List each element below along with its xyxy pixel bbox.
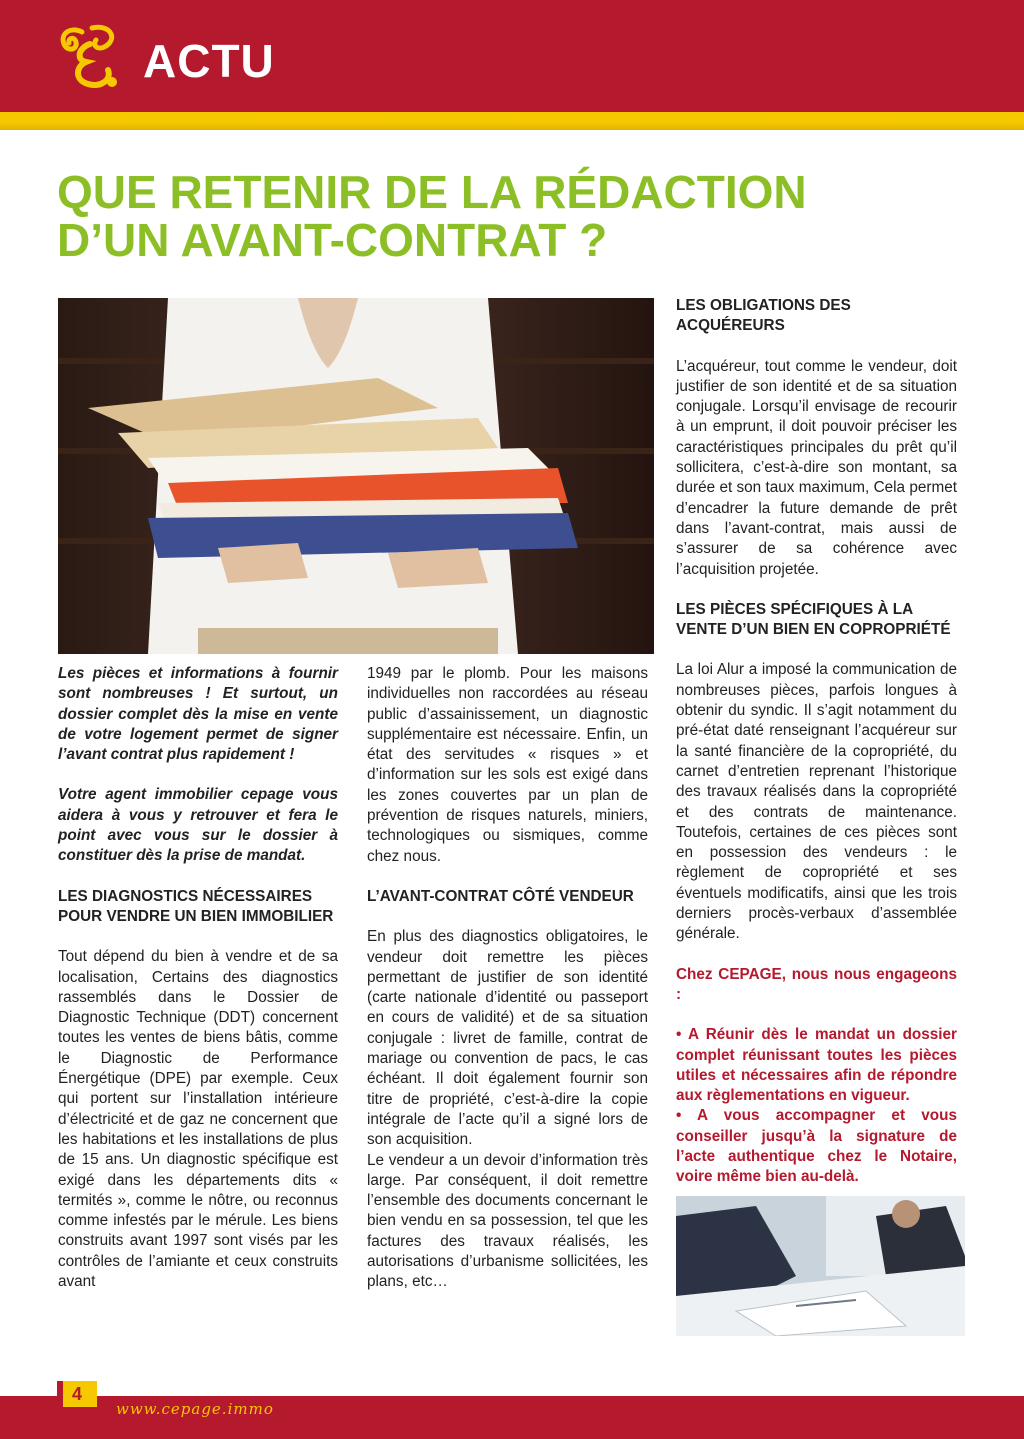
column-3	[676, 296, 957, 1188]
paragraph-diagnostics-continued: 1949 par le plomb. Pour les maisons individuelles non raccordées au réseau public d’assainissement, un diagnostic supplémentaire est nécessaire. Enfin, un état des servitudes « risques » et d’information sur les sols est exigé dans les zones couvertes par un plan de prévention de risques naturels, miniers, technologiques ou sismiques, comme chez nous.	[367, 665, 648, 865]
intro-paragraph-2: Votre agent immobilier cepage vous aidera à vous y retrouver et fera le point avec vous sur le dossier à constituer dès la prise de mandat.	[58, 786, 338, 865]
header-stripe	[0, 112, 1024, 130]
cepage-logo-icon	[52, 22, 126, 94]
business-meeting-photo	[676, 1196, 965, 1336]
column-1	[58, 664, 338, 1312]
paragraph-seller-1: En plus des diagnostics obligatoires, le vendeur doit remettre les pièces permettant de justifier de son identité (carte nationale d’identité ou passeport en cours de validité) et de sa situation conjugale : livret de famille, contrat de mariage ou convention de pacs, le cas échéant. Il doit également fournir son titre de propriété, c’est-à-dire la copie intégrale de l’acte qu’il a signé lors de son acquisition.	[367, 928, 648, 1149]
title-line-2: D’UN AVANT-CONTRAT ?	[57, 214, 608, 266]
paragraph-seller-2: Le vendeur a un devoir d’information très large. Par conséquent, il doit remettre l’ensemble des documents concernant le bien vendu en sa possession, tel que les factures des travaux réalisés, les autorisations d’urbanisme sollicitées, les plans, etc…	[367, 1151, 648, 1291]
title-line-1: QUE RETENIR DE LA RÉDACTION	[57, 166, 807, 218]
heading-diagnostics: LES DIAGNOSTICS NÉCESSAIRES POUR VENDRE UN BIEN IMMOBILIER	[58, 887, 334, 925]
commitment-item-1: • A Réunir dès le mandat un dossier complet réunissant toutes les pièces utiles et nécessaires afin de répondre aux règlementations en vigueur.	[676, 1026, 957, 1105]
heading-seller: L’AVANT-CONTRAT CÔTÉ VENDEUR	[367, 887, 634, 905]
heading-buyers: LES OBLIGATIONS DES ACQUÉREURS	[676, 297, 851, 335]
section-label: ACTU	[143, 35, 275, 87]
website-link[interactable]: www.cepage.immo	[116, 1400, 274, 1418]
stack-of-documents-photo	[58, 298, 654, 654]
page-number-accent	[57, 1381, 63, 1407]
article-title	[57, 168, 957, 264]
column-2	[367, 664, 648, 1313]
intro-paragraph-1: Les pièces et informations à fournir sont nombreuses ! Et surtout, un dossier complet dès la mise en vente de votre logement permet de signer l’avant contrat plus rapidement !	[58, 665, 338, 764]
page-number: 4	[57, 1381, 97, 1407]
commitment-list	[676, 1025, 957, 1187]
paragraph-coownership: La loi Alur a imposé la communication de nombreuses pièces, parfois longues à obtenir du syndic. Il s’agit notamment du pré-état daté renseignant l’acquéreur sur la santé financière de la copropriété, du carnet d’entretien reprenant l’historique des travaux réalisés dans la copropriété et des contrats de maintenance. Toutefois, certaines de ces pièces sont en possession des vendeurs : le règlement de copropriété et ses éventuels modificatifs, ainsi que les trois derniers procès-verbaux d’assemblée générale.	[676, 661, 957, 943]
commitment-item-2: • A vous accompagner et vous conseiller jusqu’à la signature de l’acte authentique chez le Notaire, voire même bien au-delà.	[676, 1107, 957, 1186]
commitment-heading: Chez CEPAGE, nous nous engageons :	[676, 965, 957, 1003]
paragraph-buyers: L’acquéreur, tout comme le vendeur, doit justifier de son identité et de sa situation conjugale. Lorsqu’il envisage de recourir à un emprunt, il doit pouvoir préciser les caractéristiques principales du prêt qu’il sollicitera, c’est-à-dire son montant, sa durée et son taux maximum, Cela permet d’encadrer la future demande de prêt dans l’avant-contrat, mais aussi de s’assurer de sa cohérence avec l’acquisition projetée.	[676, 357, 957, 578]
heading-coownership: LES PIÈCES SPÉCIFIQUES À LA VENTE D’UN BIEN EN COPROPRIÉTÉ	[676, 600, 951, 639]
paragraph-diagnostics: Tout dépend du bien à vendre et de sa localisation, Certains des diagnostics rassemblés dans le Dossier de Diagnostic Technique (DDT) concernent toutes les ventes de biens bâtis, comme le Diagnostic de Performance Énergétique (DPE) par exemple. Ceux qui portent sur l’installation intérieure d’électricité et de gaz ne concernent que les habitations et les installations de plus de 15 ans. Un diagnostic spécifique est exigé dans les départements dits « termités », comme le nôtre, ou reconnus comme infestés par le mérule. Les biens construits avant 1997 sont visés par les contrôles de l’amiante et ceux construits avant	[58, 948, 338, 1291]
